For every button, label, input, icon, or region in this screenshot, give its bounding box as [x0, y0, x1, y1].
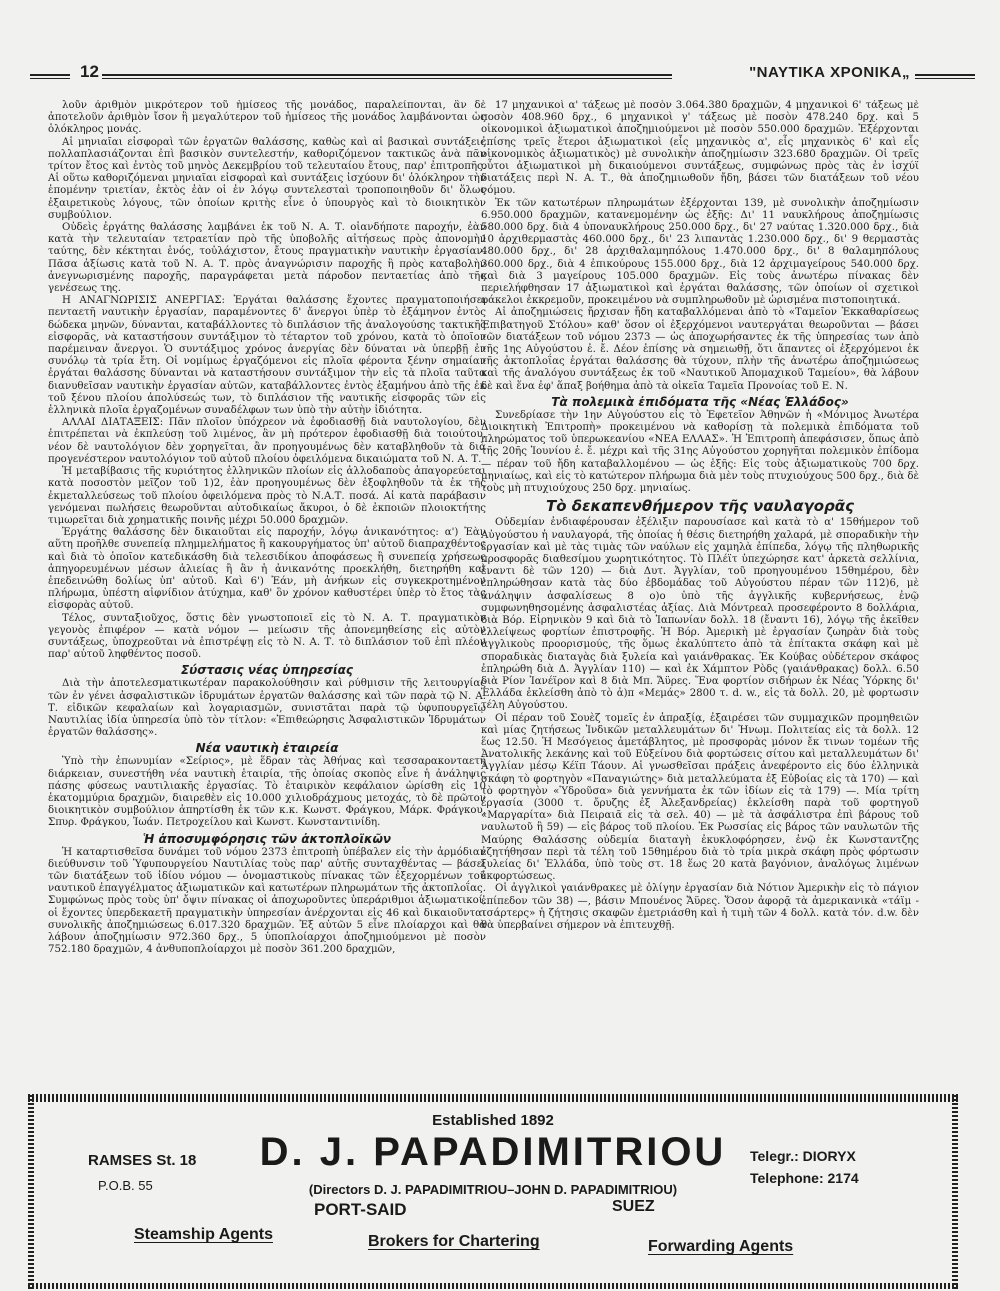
advert-city-port-said: PORT-SAID: [314, 1200, 407, 1219]
header-rule-middle: [102, 74, 672, 79]
section-heading-new-service: Σύστασις νέας ὑπηρεσίας: [180, 663, 354, 678]
advert-address: RAMSES St. 18: [88, 1152, 197, 1169]
right-column: [481, 100, 919, 1090]
advert-border-right: [952, 1094, 958, 1289]
left-paragraph: Ἡ καταρτισθεῖσα δυνάμει τοῦ νόμου 2373 ἐπιτροπὴ ὑπέβαλεν εἰς τὴν ἁρμόδιαν διεύθυνσιν τοῦ Ὑφυπουργείου Ναυτιλίας τοὺς παρ' αὐτῆς συνταχθέντας — βάσει τῶν διατάξεων τοῦ ἰδίου νόμου — ὀνομαστικοὺς πίνακας τῶν ἐξεχορμένων τοῦ ναυτικοῦ ἐπαγγέλματος ἀξιωματικῶν καὶ κατωτέρων πληρωμάτων τῆς ἀκτοπλοΐας. Συμφώνως πρὸς τοὺς ὑπ' ὄψιν πίνακας οἱ ἀποχωροῦντες ὑπεράριθμοι ἀξιωματικοί, οἱ ἔχοντες ὑπερδεκαετῆ πραγματικὴν ὑπηρεσίαν ἀνέρχονται εἰς 46 καὶ δικαιοῦνται συνολικῆς ἀποζημιώσεως 6.017.320 δραχμῶν. Ἐξ αὐτῶν 5 εἶνε πλοίαρχοι καὶ θὰ λάβουν ἀποζημίωσιν 972.360 δρχ., 5 ὑποπλοίαρχοι ἀποζημιούμενοι μὲ ποσὸν 752.180 δραχμῶν, 4 ἀνθυποπλοίαρχοι μὲ ποσὸν 361.200 δραχμῶν,: [48, 846, 486, 956]
right-paragraph: Οἱ πέραν τοῦ Σουὲζ τομεῖς ἐν ἀπραξίᾳ, ἐξαιρέσει τῶν συμμαχικῶν προμηθειῶν καὶ μίας ζητήσεως Ἰνδικῶν μεταλλευμάτων δι' Ἠνωμ. Πολιτείας εἰς τὰ δολλ. 12 ἕως 12.50. Ἡ Μεσόγειος ἀμετάβλητος, μὲ προσφορὰς μόνον ἔκ τινων τομέων τῆς Ἀνατολικῆς λεκάνης καὶ τοῦ Εὐξείνου διὰ φορτώσεις σίτου καὶ μεταλλευμάτων δι' Ἀγγλίαν μέσῳ Κέϊπ Τάουν. Αἱ γνωσθεῖσαι πράξεις ἀνεφέροντο εἰς δύο ἑλληνικὰ σκάφη τὸ φορτηγὸν «Παναγιώτης» διὰ μεταλλεύματα ἐξ Εὐβοίας εἰς τὰ 170) — καὶ τὸ φορτηγὸν «Ὑδροῦσα» διὰ γεννήματα ἐκ τῶν ἰδίων εἰς τὰ 179) —. Μία τρίτη ἐργασία (3000 τ. ὄρυζης ἐξ Ἀλεξανδρείας) ἐκλείσθη παρὰ τοῦ φορτηγοῦ «Μαργαρίτα» διὰ Πειραιᾶ εἰς τὰ σελ. 40) — μὲ τὰ ἀσφάλιστρα ἐπὶ βάρους τοῦ ναυλωτοῦ ἢ 59) — εἰς βάρος τοῦ πλοίου. Ἐκ Ρωσσίας εἰς βάρος τῶν ναυλωτῶν τῆς Μαύρης Θαλάσσης οὐδεμία διαταγὴ ἐκυκλοφόρησεν, ἐνῷ ἐκ Κωνσταντζης ἐζητήθησαν περὶ τὰ τέλη τοῦ 15θημέρου διὰ τὸ τρία μικρὰ σκάφη πρὸς φόρτωσιν ξυλείας δι' Ἑλλάδα, ὑπὸ τοὺς στ. 18 ἕως 20 κατὰ βαγόνιον, ἀναλόγως λιμένων ἐκφορτώσεως.: [481, 712, 919, 883]
page-number: 12: [80, 62, 99, 81]
left-paragraph: Ἐργάτης θαλάσσης δὲν δικαιοῦται εἰς παροχήν, λόγῳ ἀνικανότητος: α') Ἐὰν αὕτη προῆλθε συνεπείᾳ πλημμελήματος ἢ κακουργήματος ὑπ' αὐτοῦ διαπραχθέντος καὶ διὰ τὸ ὁποῖον κατεδικάσθη διὰ τελεσιδίκου ἀποφάσεως ἢ συνεπείᾳ χρήσεως ἀπηγορευμένων μέσων ἁλιείας ἢ ἂν ἡ ἀνικανότης προεκλήθη, διετηρήθη καὶ ἐπεδεινώθη δολίως ὑπ' αὐτοῦ. Καὶ 6') Ἐάν, μὴ ἀνήκων εἰς συγκεκροτημένον πλήρωμα, ὑπέστη αἰφνίδιον ἀτύχημα, καθ' ὃν χρόνον καθυστέρει ὑπὲρ τὸ ἔτος τὰς εἰσφορὰς αὐτοῦ.: [48, 527, 486, 612]
advert-service-steamship: Steamship Agents: [134, 1226, 273, 1243]
left-paragraph: Οὐδεὶς ἐργάτης θαλάσσης λαμβάνει ἐκ τοῦ Ν. Α. Τ. οἱανδήποτε παροχήν, ἐὰν κατὰ τὴν τελευταίαν τετραετίαν πρὸ τῆς ὑποβολῆς αἰτήσεως πρὸς ἀπονομὴν ταύτης, δὲν κέκτηται ἑνός, τοὐλάχιστον, ἔτους πραγματικὴν ναυτικὴν ἐργασίαν. Πᾶσα ἀξίωσις κατὰ τοῦ Ν. Α. Τ. πρὸς ἀναγνώρισιν παροχῆς ἢ πρὸς καταβολὴν ἀνεγνωρισμένης παροχῆς, παραγράφεται μετὰ πάροδον πενταετίας ἀπὸ τῆς γενέσεως της.: [48, 222, 486, 295]
advert-established: Established 1892: [432, 1112, 554, 1129]
advert-telegr: Telegr.: DIORYX: [750, 1148, 856, 1164]
advert-telephone: Telephone: 2174: [750, 1170, 859, 1186]
left-paragraph: Η ΑΝΑΓΝΩΡΙΣΙΣ ΑΝΕΡΓΙΑΣ: Ἐργάται θαλάσσης ἔχοντες πραγματοποιήσει πενταετῆ ναυτικὴν ἐργασίαν, παραμένοντες δ' ἄνεργοι ὑπὲρ τὸ ἑξάμηνον ἐντὸς δώδεκα μηνῶν, δύνανται, καταβάλλοντες τὸ διπλάσιον τῆς ἀναλογούσης τακτικῆς εἰσφορᾶς, νὰ καταστήσουν συντάξιμον τὸ τέταρτον τοῦ χρόνου, κατὰ τὸ ὁποῖον παρέμειναν ἄνεργοι. Ὁ συντάξιμος χρόνος ἀνεργίας δὲν δύναται νὰ ὑπερβῇ ἐν συνόλῳ τὰ τρία ἔτη. Οἱ νομίμως ἐργαζόμενοι εἰς πλοῖα φέροντα ξένην σημαίαν ἐργάται θαλάσσης δύνανται νὰ καταστήσουν συντάξιμον τὴν εἰς τὰ πλοῖα ταῦτα διανυθεῖσαν ναυτικὴν ἐργασίαν αὐτῶν, καταβάλλοντες ἐντὸς ἑξαμήνου ἀπὸ τῆς ἐκ τοῦ ξένου πλοίου ἀπολύσεώς των, τὸ διπλάσιον τῆς ναυτικῆς εἰσφορᾶς τῶν εἰς ἑλληνικὰ πλοῖα ἐργαζομένων συναδέλφων των ὑπὸ τὴν αὐτὴν ἰδιότητα.: [48, 295, 486, 417]
right-paragraph: Ἐκ τῶν κατωτέρων πληρωμάτων ἐξέρχονται 139, μὲ συνολικὴν ἀποζημίωσιν 6.950.000 δραχμῶν, κατανεμομένην ὡς ἑξῆς: Δι' 11 ναυκλήρους ἀποζημίωσις 580.000 δρχ. διὰ 4 ὑποναυκλήρους 250.000 δρχ., δι' 27 ναύτας 1.320.000 δρχ., διὰ 10 ἀρχιθερμαστὰς 460.000 δρχ., δι' 23 λιπαντὰς 1.230.000 δρχ., δι' 9 θερμαστὰς 480.000 δρχ., δι' 28 ἀρχιθαλαμηπόλους 1.470.000 δρχ., δι' 8 θαλαμηπόλους 360.000 δρχ., διὰ 4 ἐπικούρους 155.000 δρχ., διὰ 12 ἀρχιμαγείρους 540.000 δρχ. καὶ διὰ 3 μαγείρους 105.000 δραχμῶν. Εἰς τοὺς ἀνωτέρω πίνακας δὲν περιελήφθησαν 17 ἀξιωματικοὶ καὶ ἐργάται θαλάσσης, τῶν ὁποίων οἱ σχετικοὶ φάκελοι ἐκκρεμοῦν, προκειμένου νὰ συμπληρωθοῦν μὲ ὡρισμένα πιστοποιητικά.: [481, 197, 919, 307]
left-paragraph: Ἡ μεταβίβασις τῆς κυριότητος ἑλληνικῶν πλοίων εἰς ἀλλοδαποὺς ἀπαγορεύεται κατὰ ποσοστὸν μεῖζον τοῦ 1)2, ἐὰν προηγουμένως δὲν ἐξοφληθοῦν τὰ ἐκ τῆς ἐκμεταλλεύσεως τοῦ πλοίου ὀφειλόμενα πρὸς τὸ Ν.Α.Τ. ποσά. Αἱ κατὰ παράβασιν γενόμεναι πωλήσεις θεωροῦνται αὐτοδικαίως ἄκυροι, ὁ δὲ ἐκποιῶν πλοιοκτήτης τιμωρεῖται διὰ χρηματικῆς ποινῆς μέχρι 50.000 δραχμῶν.: [48, 466, 486, 526]
header-rule-right: [915, 74, 975, 79]
section-heading-new-company: Νέα ναυτικὴ ἑταιρεία: [195, 741, 339, 756]
advert-service-forwarding: Forwarding Agents: [648, 1238, 794, 1255]
left-paragraph: λοῦν ἀριθμὸν μικρότερον τοῦ ἡμίσεος τῆς μονάδος, παραλείπονται, ἂν δὲ ἀποτελοῦν ἀριθμὸν ἴσον ἢ μεγαλύτερον τοῦ ἡμίσεος τῆς μονάδος λαμβάνονται ὡς ὁλόκληρος μονάς.: [48, 100, 486, 136]
advertisement: [34, 1102, 952, 1283]
right-paragraph: Οὐδεμίαν ἐνδιαφέρουσαν ἐξέλιξιν παρουσίασε καὶ κατὰ τὸ α' 15θήμερον τοῦ Αὐγούστου ἡ ναυλαγορά, τῆς ὁποίας ἡ θέσις διετηρήθη χαλαρά, μὲ σποραδικὴν τὴν ἐργασίαν καὶ μὲ τὰς τιμὰς τῶν ναύλων εἰς χαμηλὰ ἐπίπεδα, λόγῳ τῆς πληθωρικῆς προσφορᾶς διαθεσίμου χωρητικότητος. Τὸ Πλέϊτ ὑπεχώρησε κατ' ἀρκετὰ σελλίνια, ἔναντι δὲ τῶν 120) — διὰ Δυτ. Ἀγγλίαν, τοῦ προηγουμένου 15θημέρου, δὲν ἐπληρώθησαν κατὰ τὰς δύο ἑβδομάδας τοῦ Αὐγούστου πέραν τῶν 112)6, μὲ ἀνάληψιν ἀσφαλίσεως 8 ο)ο ὑπὸ τῆς ἀγγλικῆς κυβερνήσεως, ἐνῷ συμφωνηθησομένης ἀσφαλιστέας ἀξίας. Διὰ Μόντρεαλ προσεφέροντο 8 δολλάρια, διὰ Βόρ. Εἰρηνικὸν 9 καὶ διὰ τὸ Ἰαπωνίαν δολλ. 18 (ἔναντι 16), λόγῳ τῆς ἐκεῖθεν ἐλλείψεως φορτίων ἐπιστροφῆς. Ἡ Βόρ. Ἀμερικὴ μὲ ἐργασίαν ζωηρὰν διὰ τοὺς ἀγγλικοὺς προορισμούς, τῆς ὅμως ἐκαλύπτετο ἀπὸ τὰ ἐπίτακτα σκάφη καὶ μὲ σποραδικὰς διαταγὰς διὰ ξυλεία καὶ γαιάνθρακας. Ἐκ Κούβας οὐδέτερον σκάφος ἐπληρώθη διὰ Δ. Ἀγγλίαν 110) — καὶ ἐκ Χάμπτον Ρὸδς (γαιάνθρακας) δολλ. 6.50 διὰ Ρίον Ἰανέϊρον καὶ 8 διὰ Μπ. Ἄϋρες. Ἕνα φορτίον σιδήρων ἐκ Νέας Ὑόρκης δι' Ἑλλάδα ἐκλείσθη ἀπὸ τὸ ἀ)π «Μεμάς» 2800 τ. d. w., εἰς τὰ δολλ. 20, μὲ φορτωσιν τέλη Αὐγούστου.: [481, 517, 919, 712]
advert-border-top: [28, 1094, 958, 1102]
advert-company-name: D. J. PAPADIMITRIOU: [259, 1130, 727, 1174]
section-heading-war-allowances: Τὰ πολεμικὰ ἐπιδόματα τῆς «Νέας Ἑλλάδος»: [551, 394, 849, 409]
advert-directors: (Directors D. J. PAPADIMITRIOU–JOHN D. PAPADIMITRIOU): [308, 1182, 678, 1197]
left-column: [48, 100, 486, 1090]
left-paragraph: Αἱ μηνιαῖαι εἰσφοραὶ τῶν ἐργατῶν θαλάσσης, καθὼς καὶ αἱ βασικαὶ συντάξεις πολλαπλασιάζονται ἐπὶ βασικὸν συντελεστήν, καθοριζόμενον τακτικῶς ἀνὰ πᾶν τρίτον ἔτος καὶ ἐντὸς τοῦ μηνὸς Δεκεμβρίου τοῦ τελευταίου ἔτους, παρ' ἐπιτροπῆς. Αἱ οὕτω καθοριζόμεναι μηνιαῖαι εἰσφοραὶ καὶ συντάξεις ἰσχύουν δι' ὁλόκληρον τὴν ἑπομένην τριετίαν, ἐκτὸς ἐὰν οἱ ἐν λόγῳ συντελεσταὶ τροποποιηθοῦν δι' ὅλως ἐξαιρετικοὺς λόγους, τῶν ὁποίων κριτὴς εἶνε ὁ ὑπουργὸς καὶ τὸ διοικητικὸν συμβούλιον.: [48, 136, 486, 221]
publication-title: "ΝΑΥΤΙΚΑ ΧΡΟΝΙΚΑ„: [749, 64, 910, 81]
left-paragraph: Ὑπὸ τὴν ἐπωνυμίαν «Σείριος», μὲ ἕδραν τὰς Ἀθήνας καὶ τεσσαρακονταετῆ διάρκειαν, συνεστήθη νέα ναυτικὴ ἑταιρία, τῆς ὁποίας σκοπὸς εἶνε ἡ ἀνάληψις πάσης φύσεως ναυτιλιακῆς ἐργασίας. Τὸ ἑταιρικὸν κεφάλαιον ὡρίσθη εἰς 10 ἑκατομμύρια δραχμῶν, διαιρεθὲν εἰς 10.000 χιλιοδράχμους μετοχάς, τὸ δὲ πρῶτον διοικητικὸν συμβούλιον ἀπηρτίσθη ἐκ τῶν κ.κ. Κωνστ. Φράγκου, Μάρκ. Φράγκου, Σπυρ. Φράγκου, Ἰωάν. Πετροχείλου καὶ Κωνστ. Κωνσταντινίδη.: [48, 756, 486, 829]
left-paragraph: Τέλος, συνταξιοῦχος, ὅστις δὲν γνωστοποιεῖ εἰς τὸ Ν. Α. Τ. πραγματικὸν γεγονὸς ἐπιφέρον — κατὰ νόμον — μείωσιν τῆς ἀπονεμηθείσης εἰς αὐτὸν συντάξεως, ὑποχρεοῦται νὰ ἐπιστρέψῃ εἰς τὸ Ν. Α. Τ. τὸ διπλάσιον τοῦ ἐπὶ πλέον παρ' αὐτοῦ ληφθέντος ποσοῦ.: [48, 612, 486, 661]
advert-city-suez: SUEZ: [612, 1198, 655, 1215]
advert-border-bottom: [28, 1283, 958, 1289]
section-heading-freight-market: Τὸ δεκαπενθήμερον τῆς ναυλαγορᾶς: [546, 497, 854, 516]
page-header: [30, 62, 975, 92]
right-paragraph: 17 μηχανικοὶ α' τάξεως μὲ ποσὸν 3.064.380 δραχμῶν, 4 μηχανικοὶ 6' τάξεως μὲ ποσὸν 408.960 δρχ., 6 μηχανικοὶ γ' τάξεως μὲ ποσὸν 478.240 δρχ. καὶ 5 οἰκονομικοὶ ἀξιωματικοὶ ἀποζημιούμενοι μὲ ποσὸν 550.000 δραχμῶν. Ἐξέρχονται ἐπίσης τρεῖς ἕτεροι ἀξιωματικοὶ (εἷς μηχανικὸς α', εἷς μηχανικὸς 6' καὶ εἷς οἰκονομικὸς ἀξιωματικὸς) μὲ συνολικὴν ἀποζημίωσιν 323.680 δραχμῶν. Οἱ τρεῖς οὗτοι ἀξιωματικοὶ μὴ δικαιούμενοι συντάξεως, συμφώνως πρὸς τὰς ἐν ἰσχύϊ διατάξεις περὶ Ν. Α. Τ., θὰ ἀποζημιωθοῦν ἤδη, βάσει τῶν διατάξεων τοῦ νέου νόμου.: [481, 100, 919, 197]
section-heading-coastal: Ἡ ἀποσυμφόρησις τῶν ἀκτοπλοϊκῶν: [142, 831, 392, 846]
left-paragraph: Διὰ τὴν ἀποτελεσματικωτέραν παρακολούθησιν καὶ ρύθμισιν τῆς λειτουργίας τῶν ἐν γένει ἀσφαλιστικῶν ἱδρυμάτων ἐργατῶν θαλάσσης καὶ τῶν παρὰ τῷ Ν. Α. Τ. εἰδικῶν κεφαλαίων καὶ λογαριασμῶν, συνιστᾶται παρὰ τῷ ὑφυπουργεῖῳ Ναυτιλίας ἰδία ὑπηρεσία ὑπὸ τὸν τίτλον: «Ἐπιθεώρησις Ἀσφαλιστικῶν Ἱδρυμάτων ἐργατῶν θαλάσσης».: [48, 678, 486, 739]
advert-service-chartering: Brokers for Chartering: [368, 1233, 540, 1250]
header-rule-left: [30, 74, 70, 79]
right-paragraph: Οἱ ἀγγλικοὶ γαιάνθρακες μὲ ὀλίγην ἐργασίαν διὰ Νότιον Ἀμερικὴν εἰς τὸ πάγιον ἐπίπεδον τῶν 38) —, βάσιν Μπουένος Ἄϋρες. Ὅσον ἀφορᾷ τὰ ἀμερικανικὰ «τάϊμ - τσάρτερς» ἡ ζήτησις σκαφῶν ἐμετριάσθη καὶ ἡ τιμὴ τῶν 4 δολλ. κατὰ τόν. d.w. δὲν θὰ ὑπερβαίνει σήμερον νὰ ἐπιτευχθῇ.: [481, 883, 919, 931]
right-paragraph: Αἱ ἀποζημιώσεις ἤρχισαν ἤδη καταβαλλόμεναι ἀπὸ τὸ «Ταμεῖον Ἐκκαθαρίσεως Ἐπιβατηγοῦ Στόλου» καθ' ὅσον οἱ ἐξερχόμενοι ναυτεργάται θεωροῦνται — βάσει τῶν διατάξεων τοῦ νόμου 2373 — ὡς ἀποχωρήσαντες ἐκ τῆς ὑπηρεσίας των ἀπὸ τῆς 1ης Αὐγούστου ἐ. ἔ. Δέον ἐπίσης νὰ σημειωθῇ, ὅτι ἅπαντες οἱ ἐξερχόμενοι ἐκ τῆς ἀκτοπλοΐας ἐργάται θαλάσσης θὰ τύχουν, πλὴν τῆς ἀνωτέρω ἀποζημιώσεως καὶ τῆς ἀναλόγου συντάξεως ἐκ τοῦ «Ναυτικοῦ Ἀπομαχικοῦ Ταμείου», θὰ λάβουν δὲ καὶ ἕνα ἐφ' ἅπαξ βοήθημα ἀπὸ τὰ οἰκεῖα Ταμεῖα Προνοίας τοῦ Ε. Ν.: [481, 307, 919, 392]
left-paragraph: ΑΛΛΑΙ ΔΙΑΤΑΞΕΙΣ: Πᾶν πλοῖον ὑπόχρεον νὰ ἐφοδιασθῇ διὰ ναυτολογίου, δὲν ἐπιτρέπεται νὰ ἐκπλεύσῃ τοῦ λιμένος, ἂν μὴ πρότερον ἐφοδιασθῇ διὰ τοιούτου, νέον δὲ ναυτολόγιον δὲν χορηγεῖται, ἂν προηγουμένως δὲν καταβληθοῦν τὰ διὰ προγενέστερον ναυτολόγιον τοῦ αὐτοῦ πλοίου ὀφειλόμενα δικαιώματα τοῦ Ν. Α. Τ.: [48, 417, 486, 465]
right-paragraph: Συνεδρίασε τὴν 1ην Αὐγούστου εἰς τὸ Ἐφετεῖον Ἀθηνῶν ἡ «Μόνιμος Ἀνωτέρα Διοικητικὴ Ἐπιτροπὴ» προκειμένου νὰ καθορίσῃ τὰ πολεμικὰ ἐπιδόματα τοῦ πληρώματος τοῦ ὑπερωκεανίου «ΝΕΑ ΕΛΛΑΣ». Ἡ Ἐπιτροπὴ ἀπεφάσισεν, ὅπως ἀπὸ τῆς 20ῆς Ἰουνίου ἐ. ἔ. μέχρι καὶ τῆς 31ης Αὐγούστου χορηγῆται πολεμικὸν ἐπίδομα — πέραν τοῦ ἤδη καταβαλλομένου — ὡς ἑξῆς: Εἰς τοὺς ἀξιωματικοὺς 700 δρχ. μηνιαίως, καὶ εἰς τὸ κατώτερον πλήρωμα διὰ μὲν τοὺς πτυχιούχους 500 δρχ., διὰ δὲ τοὺς μὴ πτυχιούχους 250 δρχ. μηνιαίως.: [481, 409, 919, 495]
advert-pob: P.O.B. 55: [98, 1178, 153, 1193]
